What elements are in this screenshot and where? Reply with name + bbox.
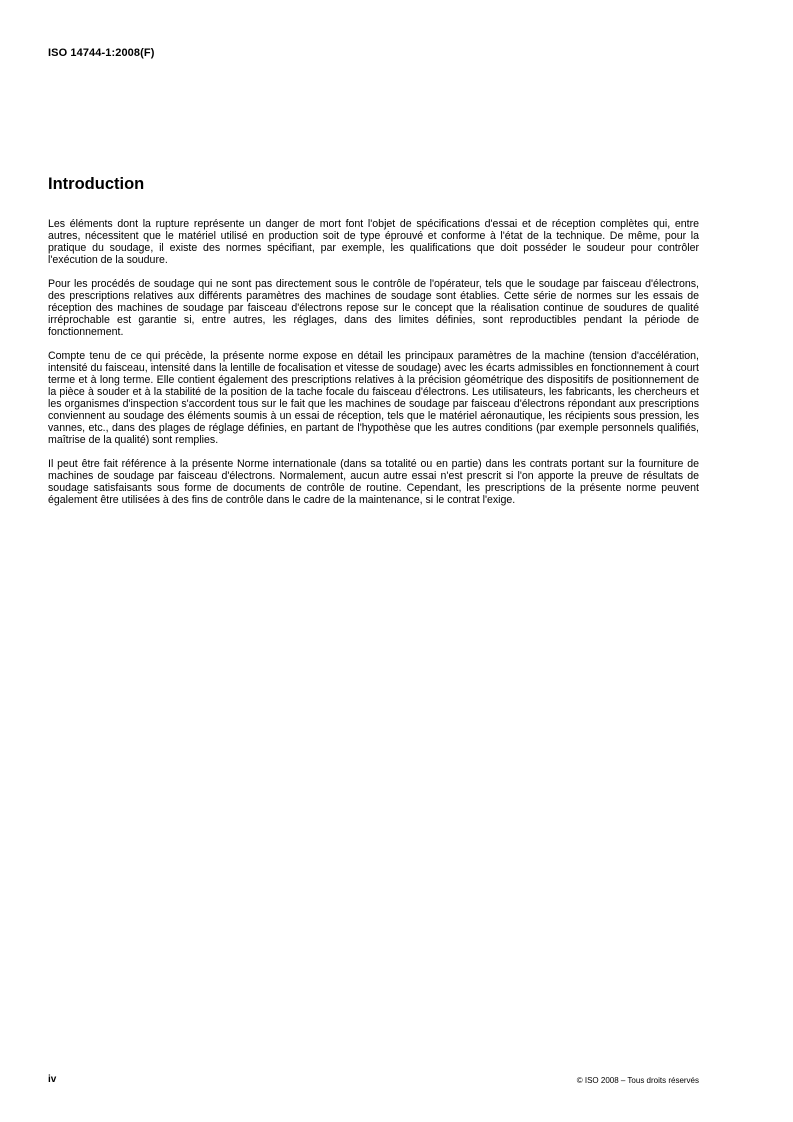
paragraph-3: Compte tenu de ce qui précède, la présente norme expose en détail les principaux paramètres de la machine (tension d'accélération, intensité du faisceau, intensité dans la lentille de focalisation et vitesse de soudage) avec les écarts admissibles en fonctionnement à court terme et à long terme. Elle contient également des prescriptions relatives à la précision géométrique des dispositifs de positionnement de la pièce à souder et à la stabilité de la position de la tache focale du faisceau d'électrons. Les utilisateurs, les fabricants, les chercheurs et les organismes d'inspection s'accordent tous sur le fait que les machines de soudage par faisceau d'électrons répondant aux prescriptions conviennent au soudage des éléments soumis à un essai de réception, tels que le matériel aéronautique, les récipients sous pression, les vannes, etc., dans des plages de réglage définies, en partant de l'hypothèse que les autres conditions (par exemple personnels qualifiés, maîtrise de la qualité) sont remplies. — [48, 350, 699, 446]
paragraph-2: Pour les procédés de soudage qui ne sont pas directement sous le contrôle de l'opérateur, tels que le soudage par faisceau d'électrons, des prescriptions relatives aux différents paramètres des machines de soudage sont établies. Cette série de normes sur les essais de réception des machines de soudage par faisceau d'électrons repose sur le concept que la réalisation continue de soudures de qualité irréprochable est garantie si, entre autres, les réglages, dans des limites définies, sont reproductibles pendant la période de fonctionnement. — [48, 278, 699, 338]
copyright-notice: © ISO 2008 – Tous droits réservés — [576, 1076, 699, 1085]
introduction-body — [48, 218, 699, 518]
section-title: Introduction — [48, 175, 145, 193]
page-number: iv — [48, 1074, 57, 1085]
paragraph-4: Il peut être fait référence à la présente Norme internationale (dans sa totalité ou en partie) dans les contrats portant sur la fourniture de machines de soudage par faisceau d'électrons. Normalement, aucun autre essai n'est prescrit si l'on apporte la preuve de résultats de soudage satisfaisants sous forme de documents de contrôle de routine. Cependant, les prescriptions de la présente norme peuvent également être utilisées à des fins de contrôle dans le cadre de la maintenance, si le contrat l'exige. — [48, 458, 699, 506]
paragraph-1: Les éléments dont la rupture représente un danger de mort font l'objet de spécifications d'essai et de réception complètes qui, entre autres, nécessitent que le matériel utilisé en production soit de type éprouvé et conforme à l'état de la technique. De même, pour la pratique du soudage, il existe des normes spécifiant, par exemple, les qualifications que doit posséder le soudeur pour contrôler l'exécution de la soudure. — [48, 218, 699, 266]
document-header-standard-id: ISO 14744-1:2008(F) — [48, 47, 155, 59]
